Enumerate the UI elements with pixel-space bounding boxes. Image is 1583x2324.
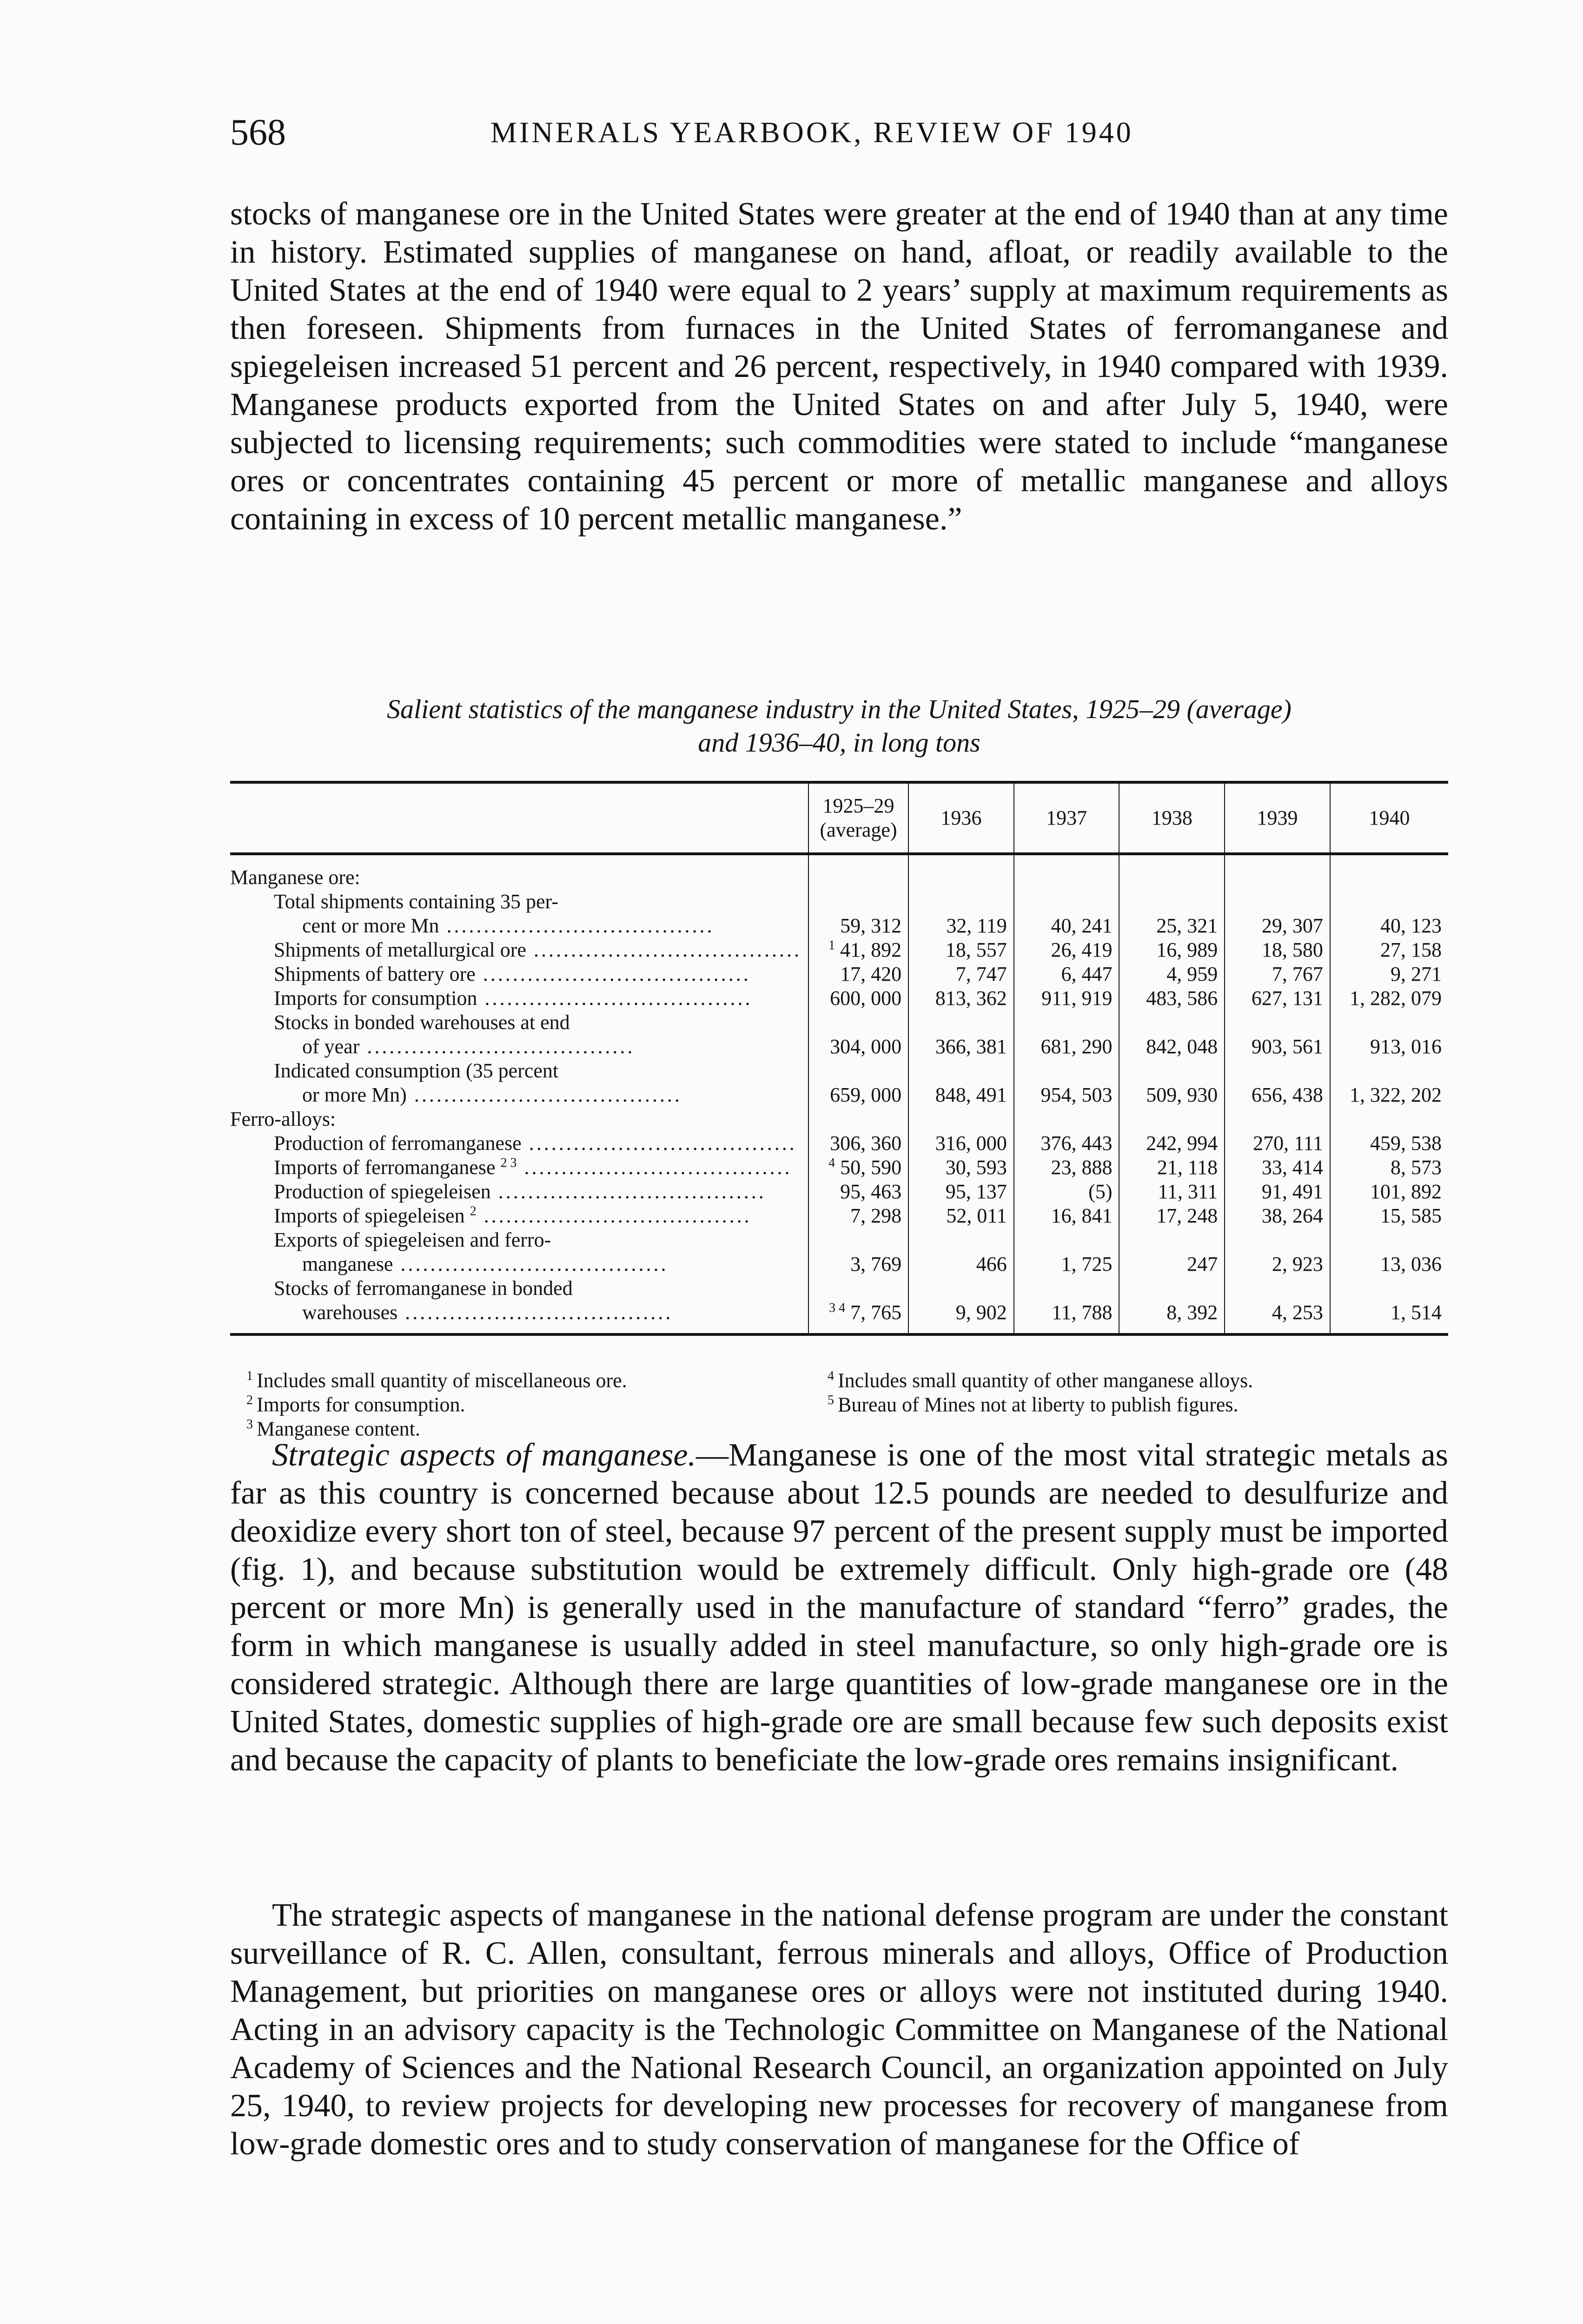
- section-label-manganese-ore: Manganese ore:: [230, 866, 360, 889]
- table-title-line-1: Salient statistics of the manganese industry in the United States, 1925–29 (average): [387, 694, 1292, 724]
- stub-header: [230, 782, 808, 854]
- cell: 18, 557: [908, 938, 1014, 962]
- cell: 8, 573: [1330, 1155, 1448, 1180]
- column-header: 1936: [908, 782, 1014, 854]
- cell: 483, 586: [1119, 986, 1225, 1010]
- table-row: [230, 1252, 1448, 1276]
- cell: 101, 892: [1330, 1180, 1448, 1204]
- body-paragraph-1: stocks of manganese ore in the United States were greater at the end of 1940 than at any time in history. Estimated supplies of manganese on hand, afloat, or readily available to the United States at the end of 1940 were equal to 2 years’ supply at maximum requirements as then foreseen. Shipments from furnaces in the United States of ferromanganese and spiegeleisen increased 51 percent and 26 percent, respectively, in 1940 compared with 1939. Manganese products exported from the United States on and after July 5, 1940, were subjected to licensing requirements; such commodities were stated to include “manganese ores or concentrates containing 45 percent or more of metallic manganese and alloys containing in excess of 10 percent metallic manganese.”: [230, 196, 1448, 537]
- table-row: [230, 1010, 1448, 1035]
- cell: 30, 593: [908, 1155, 1014, 1180]
- row-label: Total shipments containing 35 per-: [274, 890, 558, 913]
- cell: 59, 312: [808, 914, 908, 938]
- table-title-line-2: and 1936–40, in long tons: [698, 727, 980, 758]
- table-row: [230, 1276, 1448, 1301]
- row-label: warehouses .....: [230, 1301, 808, 1334]
- cell: 509, 930: [1119, 1083, 1225, 1107]
- row-label: Imports of ferromanganese $^{2 3}$ .....: [230, 1155, 808, 1180]
- table-row: [230, 1035, 1448, 1059]
- footnote-3: $^3$ Manganese content.: [246, 1417, 420, 1440]
- cell: 1, 282, 079: [1330, 986, 1448, 1010]
- cell: 247: [1119, 1252, 1225, 1276]
- cell: 4, 253: [1225, 1301, 1330, 1334]
- cell: 656, 438: [1225, 1083, 1330, 1107]
- row-label: Stocks of ferromanganese in bonded: [274, 1277, 573, 1300]
- cell: 9, 271: [1330, 962, 1448, 986]
- cell: 954, 503: [1014, 1083, 1119, 1107]
- running-title: MINERALS YEARBOOK, REVIEW OF 1940: [490, 116, 1133, 149]
- cell: 242, 994: [1119, 1131, 1225, 1155]
- cell: 7, 767: [1225, 962, 1330, 986]
- cell: 91, 491: [1225, 1180, 1330, 1204]
- table-row: [230, 1180, 1448, 1204]
- cell: 15, 585: [1330, 1204, 1448, 1228]
- cell: 11, 788: [1014, 1301, 1119, 1334]
- table-row: [230, 1059, 1448, 1083]
- cell: 40, 123: [1330, 914, 1448, 938]
- column-header: 1937: [1014, 782, 1119, 854]
- cell: 32, 119: [908, 914, 1014, 938]
- table-header-row: [230, 782, 1448, 854]
- body-paragraph-2: Strategic aspects of manganese.—Manganese is one of the most vital strategic metals as far as this country is concerned because about 12.5 pounds are needed to desulfurize and deoxidize every short ton of steel, because 97 percent of the present supply must be imported (fig. 1), and because substitution would be extremely difficult. Only high-grade ore (48 percent or more Mn) is generally used in the manufacture of standard “ferro” grades, the form in which manganese is usually added in steel manufacture, so only high-grade ore is considered strategic. Although there are large quantities of low-grade manganese ore in the United States, domestic supplies of high-grade ore are small because few such deposits exist and because the capacity of plants to beneficiate the low-grade ores remains insignificant.: [230, 1437, 1448, 1778]
- cell: 3, 769: [808, 1252, 908, 1276]
- table-row: [230, 986, 1448, 1010]
- cell: 913, 016: [1330, 1035, 1448, 1059]
- footnote-ref: 2: [470, 1204, 477, 1219]
- page-number: 568: [230, 112, 286, 153]
- cell: 4, 959: [1119, 962, 1225, 986]
- cell: 306, 360: [808, 1131, 908, 1155]
- row-label: of year .....: [230, 1035, 808, 1059]
- cell: 1, 725: [1014, 1252, 1119, 1276]
- cell: 366, 381: [908, 1035, 1014, 1059]
- cell: 21, 118: [1119, 1155, 1225, 1180]
- cell: 2, 923: [1225, 1252, 1330, 1276]
- cell: 7, 747: [908, 962, 1014, 986]
- cell: 911, 919: [1014, 986, 1119, 1010]
- table-row: [230, 1155, 1448, 1180]
- row-label: Shipments of battery ore .....: [230, 962, 808, 986]
- cell: 38, 264: [1225, 1204, 1330, 1228]
- row-label: cent or more Mn .....: [230, 914, 808, 938]
- cell: 459, 538: [1330, 1131, 1448, 1155]
- table-title: [230, 693, 1448, 759]
- cell: 23, 888: [1014, 1155, 1119, 1180]
- table-row: [230, 938, 1448, 962]
- row-label: Imports for consumption .....: [230, 986, 808, 1010]
- table-row: [230, 1107, 1448, 1131]
- cell: 13, 036: [1330, 1252, 1448, 1276]
- cell: 95, 137: [908, 1180, 1014, 1204]
- body-paragraph-3: The strategic aspects of manganese in the national defense program are under the constant surveillance of R. C. Allen, consultant, ferrous minerals and alloys, Office of Production Management, but priorities on manganese ores or alloys were not instituted during 1940. Acting in an advisory capacity is the Technologic Committee on Manganese of the National Academy of Sciences and the National Research Council, an organization appointed on July 25, 1940, to review projects for developing new processes for recovery of manganese from low-grade domestic ores and to study conservation of manganese for the Office of: [230, 1897, 1448, 2162]
- cell: 16, 841: [1014, 1204, 1119, 1228]
- footnote-ref: 1: [828, 938, 835, 953]
- cell: 466: [908, 1252, 1014, 1276]
- cell: 52, 011: [908, 1204, 1014, 1228]
- row-label: Indicated consumption (35 percent: [274, 1059, 559, 1082]
- cell: 95, 463: [808, 1180, 908, 1204]
- cell: 11, 311: [1119, 1180, 1225, 1204]
- footnote-ref: 4: [828, 1155, 835, 1170]
- row-label: Production of ferromanganese .....: [230, 1131, 808, 1155]
- salient-statistics-table: [230, 781, 1448, 1336]
- cell: 26, 419: [1014, 938, 1119, 962]
- row-label: manganese .....: [230, 1252, 808, 1276]
- cell: 9, 902: [908, 1301, 1014, 1334]
- cell: 1, 322, 202: [1330, 1083, 1448, 1107]
- cell: 376, 443: [1014, 1131, 1119, 1155]
- cell: 842, 048: [1119, 1035, 1225, 1059]
- column-header: 1940: [1330, 782, 1448, 854]
- table-row: [230, 1301, 1448, 1334]
- table-row: [230, 1204, 1448, 1228]
- cell: 848, 491: [908, 1083, 1014, 1107]
- table-row: [230, 890, 1448, 914]
- cell: $^1$ 41, 892: [808, 938, 908, 962]
- row-label: Production of spiegeleisen .....: [230, 1180, 808, 1204]
- cell: 8, 392: [1119, 1301, 1225, 1334]
- cell: 33, 414: [1225, 1155, 1330, 1180]
- row-label: Exports of spiegeleisen and ferro-: [274, 1228, 551, 1251]
- column-header: 1925–29 (average): [808, 782, 908, 854]
- row-label: Imports of spiegeleisen $^2$ .....: [230, 1204, 808, 1228]
- row-label: or more Mn) .....: [230, 1083, 808, 1107]
- cell: 659, 000: [808, 1083, 908, 1107]
- row-label: Shipments of metallurgical ore .....: [230, 938, 808, 962]
- cell: 18, 580: [1225, 938, 1330, 962]
- cell: 316, 000: [908, 1131, 1014, 1155]
- cell: 17, 248: [1119, 1204, 1225, 1228]
- section-label-ferro-alloys: Ferro-alloys:: [230, 1108, 336, 1130]
- table-row: [230, 854, 1448, 890]
- section-heading: Strategic aspects of manganese.: [272, 1437, 696, 1473]
- cell: 17, 420: [808, 962, 908, 986]
- table-row: [230, 1131, 1448, 1155]
- cell: 681, 290: [1014, 1035, 1119, 1059]
- footnote-5: $^5$ Bureau of Mines not at liberty to publish figures.: [828, 1393, 1239, 1416]
- column-header: 1939: [1225, 782, 1330, 854]
- column-header: 1938: [1119, 782, 1225, 854]
- cell: 903, 561: [1225, 1035, 1330, 1059]
- cell: 600, 000: [808, 986, 908, 1010]
- cell: 270, 111: [1225, 1131, 1330, 1155]
- cell: $^4$ 50, 590: [808, 1155, 908, 1180]
- cell: $^{3 4}$ 7, 765: [808, 1301, 908, 1334]
- footnote-ref: 3 4: [829, 1301, 846, 1315]
- footnote-2: $^2$ Imports for consumption.: [246, 1393, 465, 1416]
- cell: 25, 321: [1119, 914, 1225, 938]
- cell: 7, 298: [808, 1204, 908, 1228]
- cell: 16, 989: [1119, 938, 1225, 962]
- table-row: [230, 1228, 1448, 1252]
- table-row: [230, 1083, 1448, 1107]
- footnote-4: $^4$ Includes small quantity of other manganese alloys.: [828, 1369, 1253, 1392]
- footnote-1: $^1$ Includes small quantity of miscellaneous ore.: [246, 1369, 627, 1392]
- cell: 813, 362: [908, 986, 1014, 1010]
- table-row: [230, 962, 1448, 986]
- cell: 40, 241: [1014, 914, 1119, 938]
- cell: 6, 447: [1014, 962, 1119, 986]
- running-head: [230, 107, 1448, 158]
- footnote-ref: 2 3: [500, 1155, 517, 1170]
- cell: 1, 514: [1330, 1301, 1448, 1334]
- cell: (5): [1014, 1180, 1119, 1204]
- cell: 29, 307: [1225, 914, 1330, 938]
- cell: 627, 131: [1225, 986, 1330, 1010]
- cell: 304, 000: [808, 1035, 908, 1059]
- cell: 27, 158: [1330, 938, 1448, 962]
- row-label: Stocks in bonded warehouses at end: [274, 1011, 570, 1034]
- table-row: [230, 914, 1448, 938]
